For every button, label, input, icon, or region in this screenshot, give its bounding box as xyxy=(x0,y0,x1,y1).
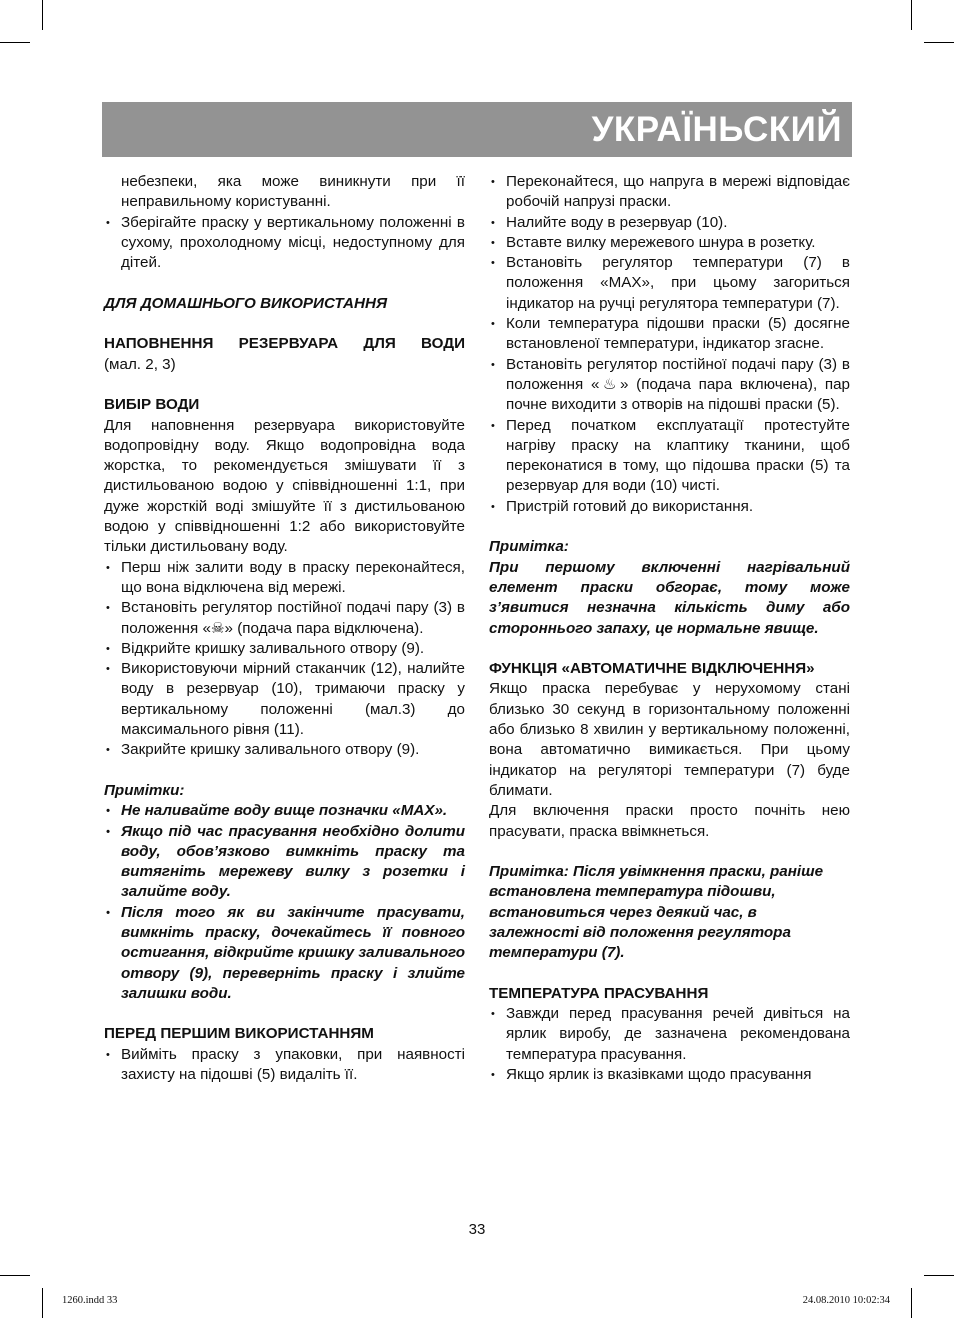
list-item: • Зберігайте праску у вертикальному положенні в сухому, прохолодному місці, недоступному для дітей. xyxy=(104,213,465,274)
water-text: Для наповнення резервуара використовуйте водопровідну воду. Якщо водопровідна вода жорстка, то рекомендується змішувати її з дистильованою водою у співвідношенні 1:1, при дуже жорсткій воді змішуйте її з дистильованою водою у співвідношенні 1:2 або використовуйте тільки дистильовану воду. xyxy=(104,416,465,556)
crop-mark xyxy=(911,1288,912,1318)
note-text-2: Примітка: Після увімкнення праски, раніше встановлена температура підошви, встановиться через деякий час, в залежності від положення регулятора температури (7). xyxy=(489,863,824,962)
page-number: 33 xyxy=(468,1221,486,1238)
list-item: • Перед початком експлуатації протестуйте нагріву праску на клаптику тканини, щоб переконатися в тому, що підошва праски (5) та резервуар для води (10) чисті. xyxy=(489,416,850,497)
page-title: УКРАЇНЬСКИЙ xyxy=(591,110,842,149)
list-item: • Вийміть праску з упаковки, при наявності захисту на підошві (5) видаліть її. xyxy=(104,1045,465,1086)
crop-mark xyxy=(0,1275,30,1276)
timestamp: 24.08.2010 10:02:34 xyxy=(802,1295,890,1306)
list-item: • Закрийте кришку заливального отвору (9). xyxy=(104,740,465,760)
list-item: • Вставте вилку мережевого шнура в розетку. xyxy=(489,233,850,253)
crop-mark xyxy=(924,1275,954,1276)
list-item: • Завжди перед прасування речей дивіться на ярлик виробу, де зазначена рекомендована температура прасування. xyxy=(489,1004,850,1065)
notes-list xyxy=(104,801,465,1004)
left-column xyxy=(104,172,465,1085)
list-item: • Використовуючи мірний стаканчик (12), налийте воду в резервуар (10), тримаючи праску у вертикальному положенні (мал.3) до максимального рівня (11). xyxy=(104,659,465,740)
water-heading: ВИБІР ВОДИ xyxy=(104,396,200,414)
list-item: • Не наливайте воду вище позначки «MAX». xyxy=(104,801,465,821)
crop-mark xyxy=(0,42,30,43)
language-header-bar xyxy=(102,102,852,157)
list-item: • Перш ніж залити воду в праску переконайтеся, що вона відключена від мережі. xyxy=(104,558,465,599)
fill-steps-list xyxy=(104,558,465,761)
temperature-list xyxy=(489,1004,850,1085)
home-use-heading: ДЛЯ ДОМАШНЬОГО ВИКОРИСТАННЯ xyxy=(104,294,388,312)
temperature-heading: ТЕМПЕРАТУРА ПРАСУВАННЯ xyxy=(489,984,709,1002)
list-item: • Встановіть регулятор температури (7) в положення «MAX», при цьому загориться індикатор на ручці регулятора температури (7). xyxy=(489,253,850,314)
list-item: • Встановіть регулятор постійної подачі пару (3) в положення «♨» (подача пара включена), пар почне виходити з отворів на підошві праски (5). xyxy=(489,355,850,416)
list-item: • Пристрій готовий до використання. xyxy=(489,497,850,517)
list-item: • Налийте воду в резервуар (10). xyxy=(489,213,850,233)
list-item: • Відкрийте кришку заливального отвору (9). xyxy=(104,639,465,659)
crop-mark xyxy=(42,1288,43,1318)
list-item: • Встановіть регулятор постійної подачі пару (3) в положення «☠» (подача пара відключена). xyxy=(104,598,465,639)
first-use-list xyxy=(104,1045,465,1086)
first-use-steps-list xyxy=(489,172,850,517)
fill-reference: (мал. 2, 3) xyxy=(104,355,176,373)
auto-off-text: Якщо праска перебуває у нерухомому стані близько 30 секунд в горизонтальному положенні або близько 8 хвилин у вертикальному положенні, вона автоматично вимикається. При цьому індикатор на регуляторі температури (7) буде блимати. xyxy=(489,680,850,799)
list-item: • Після того як ви закінчите прасувати, вимкніть праску, дочекайтесь її повного остигання, відкрийте кришку заливального отвору (9), переверніть праску і злийте залишки води. xyxy=(104,903,465,1004)
fill-heading: НАПОВНЕННЯ РЕЗЕРВУАРА ДЛЯ ВОДИ xyxy=(104,335,465,353)
list-item: • Якщо ярлик із вказівками щодо прасування xyxy=(489,1065,850,1085)
continued-text: небезпеки, яка може виникнути при її неправильному користуванні. xyxy=(121,173,465,211)
note-text: При першому включенні нагрівальний елемент праски обгорає, тому може з’явитися незначна кількість диму або стороннього запаху, це нормальне явище. xyxy=(489,558,850,637)
crop-mark xyxy=(911,0,912,30)
notes-heading: Примітки: xyxy=(104,781,185,799)
right-column xyxy=(489,172,850,1085)
list-item: • Якщо під час прасування необхідно долити воду, обов’язково вимкніть праску та витягніть мережеву вилку з розетки і залийте воду. xyxy=(104,822,465,903)
list-item: • Коли температура підошви праски (5) досягне встановленої температури, індикатор згасне. xyxy=(489,314,850,355)
file-name: 1260.indd 33 xyxy=(62,1295,118,1306)
crop-mark xyxy=(42,0,43,30)
crop-mark xyxy=(924,42,954,43)
list-item: • Переконайтеся, що напруга в мережі відповідає робочій напрузі праски. xyxy=(489,172,850,213)
auto-off-heading: ФУНКЦІЯ «АВТОМАТИЧНЕ ВІДКЛЮЧЕННЯ» xyxy=(489,660,815,678)
first-use-heading: ПЕРЕД ПЕРШИМ ВИКОРИСТАННЯМ xyxy=(104,1025,374,1043)
storage-list xyxy=(104,213,465,274)
note-heading: Примітка: xyxy=(489,538,569,556)
auto-off-text-2: Для включення праски просто почніть нею прасувати, праска ввімкнеться. xyxy=(489,802,850,840)
